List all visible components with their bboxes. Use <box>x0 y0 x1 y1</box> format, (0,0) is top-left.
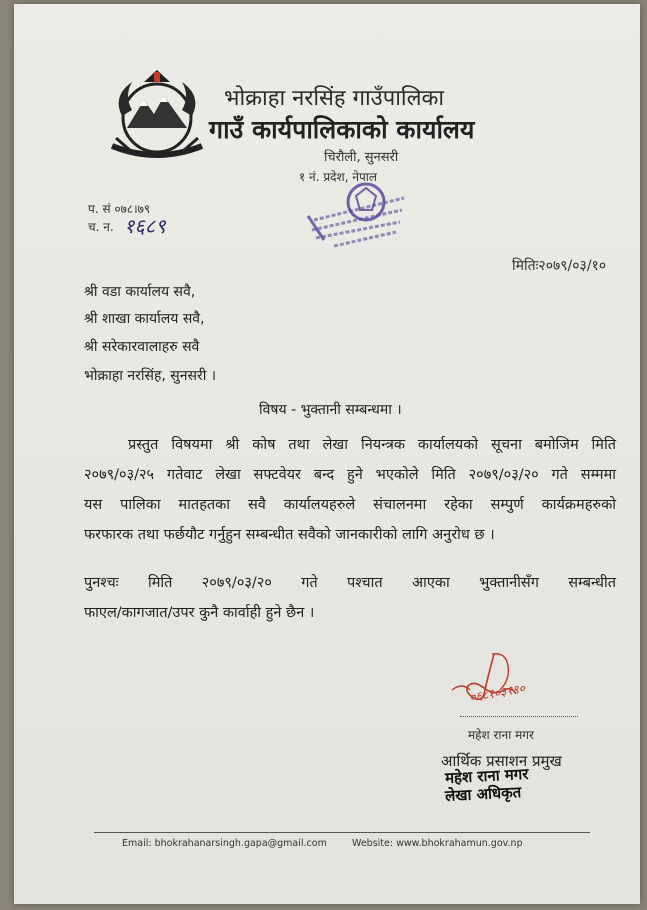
dispatch-label: च. न. <box>88 220 114 234</box>
footer-website: Website: www.bhokrahamun.gov.np <box>352 838 523 849</box>
letterhead-office: गाउँ कार्यपालिकाको कार्यालय <box>209 115 475 144</box>
letter-subject: विषय - भुक्तानी सम्बन्धमा । <box>259 402 402 418</box>
postscript-paragraph <box>84 568 616 628</box>
designation-stamp: लेखा अधिकृत <box>444 783 522 805</box>
letter-date: मितिः२०७९/०३/१० <box>512 258 607 274</box>
dispatch-number-handwritten: १६८९ <box>124 214 166 238</box>
signature-number-handwritten: ०६८१०३१९० <box>468 681 527 705</box>
signature-dotted-line <box>460 716 578 717</box>
body-line: २०७९/०३/२५ गतेवाट लेखा सफ्टवेयर बन्द हुने भएकोले मिति २०७९/०३/२० गते सम्ममा <box>84 467 616 483</box>
body-line: फाएल/कागजात/उपर कुनै कार्वाही हुने छैन । <box>84 605 315 621</box>
recipient-line: श्री शाखा कार्यालय सवै, <box>84 311 205 327</box>
office-stamp-icon <box>304 176 414 256</box>
body-line: फरफारक तथा फर्छयौट गर्नुहुन सम्बन्धीत सवैको जानकारीको लागि अनुरोध छ । <box>84 527 495 543</box>
government-emblem-icon <box>102 66 212 164</box>
body-line: पुनश्चः मिति २०७९/०३/२० गते पश्चात आएका भुक्तानीसँग सम्बन्धीत <box>84 575 616 591</box>
recipient-line: श्री वडा कार्यालय सवै, <box>84 284 196 300</box>
body-paragraph-1 <box>84 430 616 550</box>
footer-divider <box>94 832 590 833</box>
footer-email: Email: bhokrahanarsingh.gapa@gmail.com <box>122 838 327 849</box>
body-line: यस पालिका मातहतका सवै कार्यालयहरुले संचालनमा रहेका सम्पुर्ण कार्यक्रमहरुको <box>84 497 616 513</box>
signatory-title: आर्थिक प्रसाशन प्रमुख <box>441 752 562 770</box>
body-line: प्रस्तुत विषयमा श्री कोष तथा लेखा नियन्त्रक कार्यालयको सूचना बमोजिम मिति <box>128 437 616 453</box>
letterhead-province: १ नं. प्रदेश, नेपाल <box>299 170 378 184</box>
name-stamp: महेश राना मगर <box>444 764 529 788</box>
recipient-line: श्री सरेकारवालाहरु सवै <box>84 339 200 355</box>
letterhead-municipality: भोक्राहा नरसिंह गाउँपालिका <box>224 86 445 111</box>
signatory-name: महेश राना मगर <box>468 728 534 742</box>
letterhead-address: चिरौली, सुनसरी <box>324 150 399 165</box>
recipient-line: भोक्राहा नरसिंह, सुनसरी । <box>84 368 217 384</box>
letter-paper <box>14 4 640 904</box>
reference-number: प. सं ०७८।७९ <box>88 202 151 216</box>
